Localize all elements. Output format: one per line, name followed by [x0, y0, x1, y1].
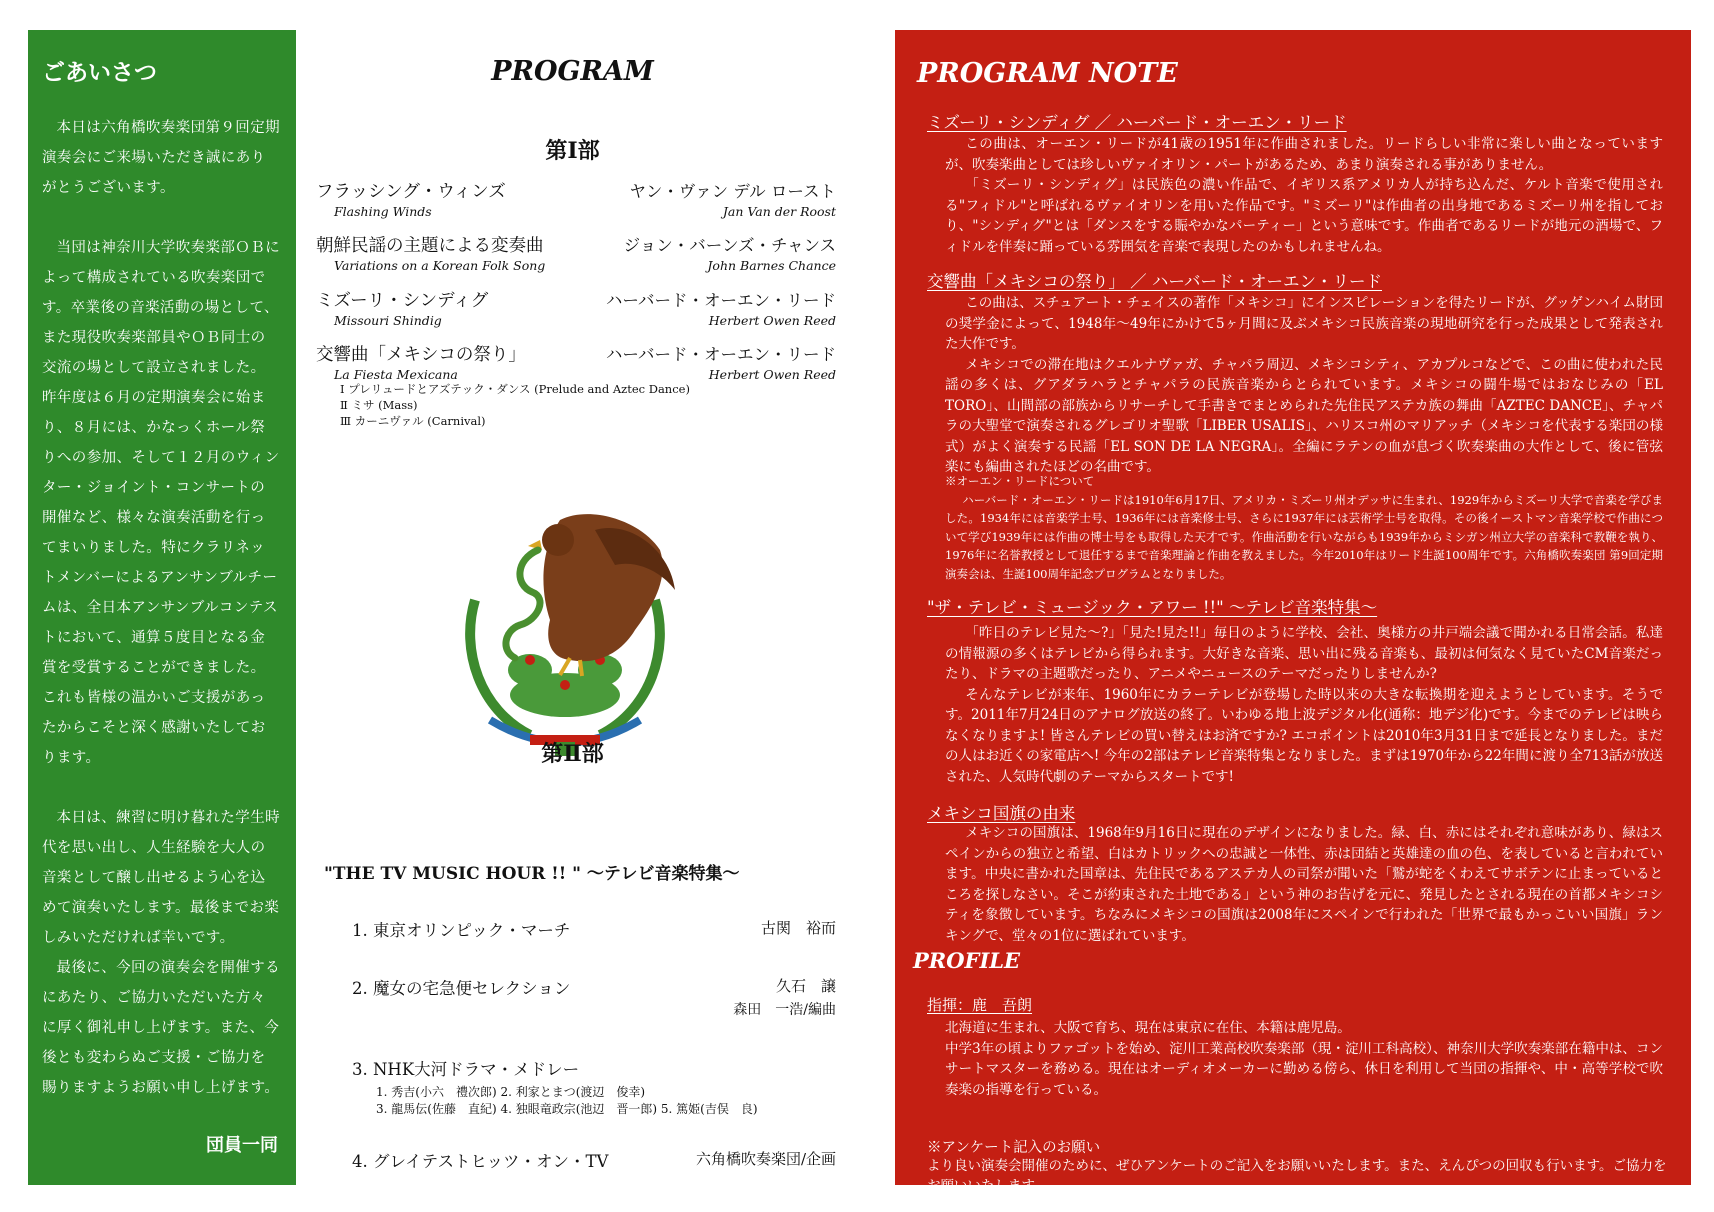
piece-english-composer: Herbert Owen Reed: [708, 367, 836, 382]
program-title: PROGRAM: [491, 56, 654, 87]
tv-item-composer: 六角橋吹奏楽団/企画: [695, 1150, 836, 1168]
greeting-signature: 団員一同: [206, 1135, 278, 1156]
greeting-paragraph: 本日は六角橋吹奏楽団第９回定期演奏会にご来場いただき誠にありがとうございます。: [42, 120, 280, 196]
tv-special-title: "THE TV MUSIC HOUR !! " ～テレビ音楽特集～: [324, 864, 740, 884]
piece-composer: ジョン・バーンズ・チャンス: [623, 236, 836, 255]
note-body: [945, 823, 1663, 946]
piece-composer: ヤン・ヴァン デル ロースト: [629, 182, 836, 201]
greeting-paragraph: 本日は、練習に明け暮れた学生時代を思い出し、人生経験を大人の音楽として醸し出せるよう心を込めて演奏いたします。最後までお楽しみいただければ幸いです。: [42, 810, 280, 946]
note-paragraph: そんなテレビが来年、1960年にカラーテレビが登場した時以来の大きな転換期を迎えようとしています。そうです。2011年7月24日のアナログ放送の終了。いわゆる地上波デジタル化(通称：地デジ化)です。今までのテレビは映らなくなりますよ! 皆さんテレビの買い替えはお済ですか? エコポイントは2010年3月31日まで延長となりました。まだの人はお近くの家電店へ! 今年の2部はテレビ音楽特集となりました。まずは1970年から22年間に渡り全713話が放送された、人気時代劇のテーマからスタートです!: [945, 686, 1663, 785]
conductor-text: 北海道に生まれ、大阪で育ち、現在は東京に在住、本籍は鹿児島。: [945, 1020, 1351, 1036]
piece-english-composer: John Barnes Chance: [707, 258, 836, 273]
conductor-body: [945, 1018, 1663, 1100]
part1-title: 第Ⅰ部: [545, 138, 600, 164]
tv-item-arranger: 森田 一浩/編曲: [733, 1002, 836, 1018]
tv-item-title: 4. グレイテストヒッツ・オン・TV: [352, 1152, 609, 1171]
program-note-title: PROGRAM NOTE: [917, 58, 1178, 89]
program-column: [300, 30, 845, 1185]
note-heading: 交響曲「メキシコの祭り」 ／ ハーバード・オーエン・リード: [927, 272, 1382, 291]
piece-composer: ハーバード・オーエン・リード: [605, 291, 836, 310]
piece-english-composer: Herbert Owen Reed: [708, 313, 836, 328]
piece-english-title: La Fiesta Mexicana: [334, 367, 458, 382]
piece-title: 朝鮮民謡の主題による変奏曲: [316, 236, 544, 256]
medley-line: 1. 秀吉(小六 禮次郎) 2. 利家とまつ(渡辺 俊幸): [376, 1085, 646, 1099]
profile-title: PROFILE: [913, 948, 1021, 973]
movement-item: Ⅱ ミサ (Mass): [340, 398, 418, 412]
conductor-heading: 指揮：鹿 吾朗: [927, 996, 1033, 1014]
aside-title: ※オーエン・リードについて: [945, 474, 1095, 488]
tv-item-title: 2. 魔女の宅急便セレクション: [352, 979, 571, 998]
piece-title: 交響曲「メキシコの祭り」: [316, 345, 526, 365]
tv-item-composer: 古関 裕而: [760, 919, 836, 937]
tv-item-title: 3. NHK大河ドラマ・メドレー: [352, 1060, 580, 1079]
note-paragraph: メキシコでの滞在地はクエルナヴァガ、チャパラ周辺、メキシコシティ、アカプルコなどで、この曲に使われた民謡の多くは、グアダラハラとチャパラの民族音楽からとられています。メキシコの闘牛場ではおなじみの「EL TORO」、山間部の部族からリサーチして手書きでまとめられた先住民アステカ族の舞曲「AZTEC DANCE」、チャパラの大聖堂で演奏されるグレゴリオ聖歌「LIBER USALIS」、ハリスコ州のマリアッチ（メキシコを代表する楽団の様式）がよく演奏する民謡「EL SON DE LA NEGRA」。全編にラテンの血が息づく吹奏楽曲の大作として、後に管弦楽にも編曲されたほどの名曲です。: [945, 356, 1663, 475]
tv-item-title: 1. 東京オリンピック・マーチ: [352, 921, 571, 940]
program-piece: [316, 178, 836, 232]
note-paragraph: 「昨日のテレビ見た～?」「見た!見た!!」毎日のように学校、会社、奥様方の井戸端会議で聞かれる日常会話。私達の情報源の多くはテレビから得られます。大好きな音楽、思い出に残る音楽も、最初は何気なく見ていたCM音楽だったり、ドラマの主題歌だったり、アニメやニュースのテーマだったりしませんか?: [945, 625, 1663, 682]
note-body: [945, 623, 1663, 787]
reed-aside: [945, 472, 1663, 583]
note-paragraph: 「ミズーリ・シンディグ」は民族色の濃い作品で、イギリス系アメリカ人が持ち込んだ、ケルト音楽で使用される"フィドル"と呼ばれるヴァイオリンを用いた作品です。"ミズーリ"は作曲者の出身地であるミズーリ州を指しており、"シンディグ"とは「ダンスをする賑やかなパーティー」という意味です。作曲者であるリードが地元の酒場で、フィドルを伴奏に踊っている雰囲気を音楽で表現したのかもしれませんね。: [945, 177, 1663, 255]
piece-english-composer: Jan Van der Roost: [722, 204, 836, 219]
part2-title: 第Ⅱ部: [541, 741, 604, 767]
conductor-text: 中学3年の頃よりファゴットを始め、淀川工業高校吹奏楽部（現・淀川工科高校）、神奈川大学吹奏楽部在籍中は、コンサートマスターを務める。現在はオーディオメーカーに勤める傍ら、休日を利用して当団の指揮や、中・高等学校で吹奏楽の指導を行っている。: [945, 1040, 1663, 1098]
movement-item: Ⅲ カーニヴァル (Carnival): [340, 414, 486, 428]
aside-text: ハーバード・オーエン・リードは1910年6月17日、アメリカ・ミズーリ州オデッサに生まれ、1929年からミズーリ大学で音楽を学びました。1934年には音楽学士号、1936年には音楽修士号、さらに1937年には芸術学士号を取得。その後イーストマン音楽学校で作曲について学び1939年には作曲の博士号をも取得した天才です。作曲活動を行いながらも1939年からミシガン州立大学の音楽科で教鞭を執り、1976年に名誉教授として退任するまで音楽理論と作曲を教えました。今年2010年はリード生誕100周年です。六角橋吹奏楽団 第9回定期演奏会は、生誕100周年記念プログラムとなりました。: [945, 492, 1663, 581]
medley-line: 3. 龍馬伝(佐藤 直紀) 4. 独眼竜政宗(池辺 晋一郎) 5. 篤姫(吉俣 良): [376, 1102, 758, 1116]
program-piece: [316, 287, 836, 341]
survey-heading: ※アンケート記入のお願い: [927, 1140, 1101, 1156]
note-heading: メキシコ国旗の由来: [927, 804, 1076, 823]
piece-english-title: Missouri Shindig: [334, 313, 442, 328]
piece-composer: ハーバード・オーエン・リード: [605, 345, 836, 364]
note-body: [945, 134, 1663, 257]
movement-list: [340, 381, 690, 429]
piece-title: フラッシング・ウィンズ: [316, 182, 506, 202]
piece-english-title: Flashing Winds: [334, 204, 432, 219]
note-paragraph: この曲は、スチュアート・チェイスの著作「メキシコ」にインスピレーションを得たリードが、グッゲンハイム財団の奨学金によって、1948年～49年にかけて5ヶ月間に及ぶメキシコ民族音楽の現地研究を行った成果として発表された大作です。: [945, 295, 1663, 352]
program-note-panel: [895, 30, 1691, 1194]
note-heading: "ザ・テレビ・ミュージック・アワー !!" ～テレビ音楽特集～: [927, 598, 1378, 617]
program-piece: [316, 232, 836, 286]
note-heading: ミズーリ・シンディグ ／ ハーバード・オーエン・リード: [927, 113, 1347, 132]
tv-item-composer: 久石 譲: [775, 977, 836, 995]
greeting-panel: [28, 30, 296, 1185]
mexican-coat-of-arms-icon: [420, 480, 710, 770]
note-paragraph: この曲は、オーエン・リードが41歳の1951年に作曲されました。リードらしい非常に楽しい曲となっていますが、吹奏楽曲としては珍しいヴァイオリン・パートがあるため、あまり演奏される事がありません。: [945, 136, 1663, 173]
greeting-paragraph: 最後に、今回の演奏会を開催するにあたり、ご協力いただいた方々に厚く御礼申し上げます。また、今後とも変わらぬご支援・ご協力を賜りますようお願い申し上げます。: [42, 960, 280, 1096]
piece-english-title: Variations on a Korean Folk Song: [334, 258, 546, 273]
movement-item: Ⅰ プレリュードとアズテック・ダンス (Prelude and Aztec Dance): [340, 382, 690, 396]
medley-list: [376, 1084, 758, 1118]
note-body: [945, 293, 1663, 478]
piece-title: ミズーリ・シンディグ: [316, 291, 489, 311]
note-paragraph: メキシコの国旗は、1968年9月16日に現在のデザインになりました。緑、白、赤にはそれぞれ意味があり、緑はスペインからの独立と希望、白はカトリックへの忠誠と一体性、赤は団結と英雄達の血の色、を表していると言われています。中央に書かれた国章は、先住民であるアステカ人の司祭が聞いた「鷲が蛇をくわえてサボテンに止まっているところを探しなさい。そこが約束された土地である」という神のお告げを元に、発見したとされる現在の首都メキシコシティを象徴しています。ちなみにメキシコの国旗は2008年にスペインで行われた「世界で最もかっこいい国旗」ランキングで、堂々の1位に選ばれています。: [945, 825, 1663, 944]
survey-text: より良い演奏会開催のために、ぜひアンケートのご記入をお願いいたします。また、えんぴつの回収も行います。ご協力をお願いいたします。: [927, 1158, 1667, 1194]
greeting-paragraph: 当団は神奈川大学吹奏楽部ＯＢによって構成されている吹奏楽団です。卒業後の音楽活動の場として、また現役吹奏楽部員やＯＢ同士の交流の場として設立されました。昨年度は６月の定期演奏会に始まり、８月には、かなっくホール祭りへの参加、そして１２月のウィンター・ジョイント・コンサートの開催など、様々な演奏活動を行ってまいりました。特にクラリネットメンバーによるアンサンブルチームは、全日本アンサンブルコンテストにおいて、通算５度目となる金賞を受賞することができました。これも皆様の温かいご支援があったからこそと深く感謝いたしております。: [42, 240, 280, 766]
greeting-title: ごあいさつ: [42, 59, 157, 86]
